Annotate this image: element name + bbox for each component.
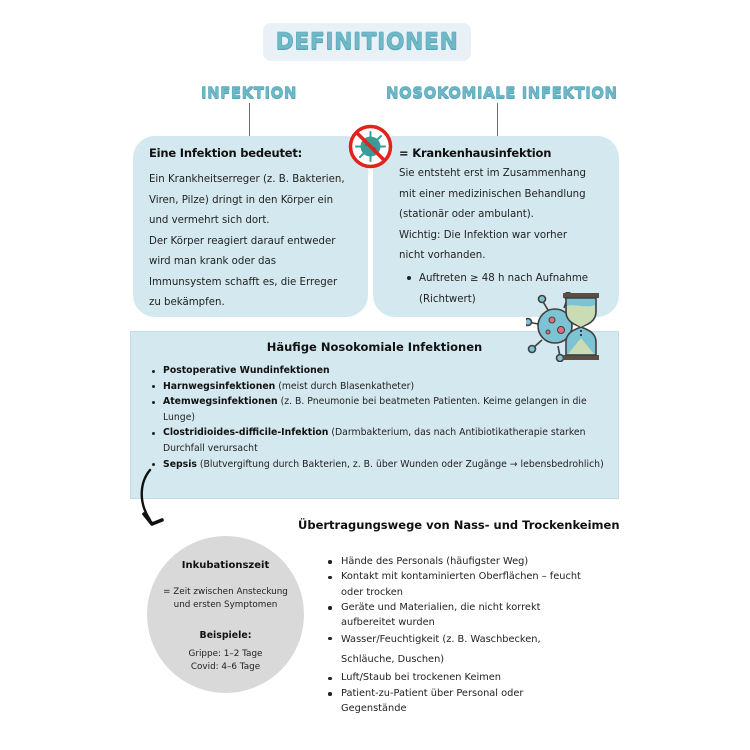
virus-hourglass-icon [526, 292, 618, 362]
incubation-period-circle [147, 536, 304, 693]
infection-card-text: Ein Krankheitserreger (z. B. Bakterien, Viren, Pilze) dringt in den Körper ein und vermehrt sich dort. Der Körper reagiert darauf entweder wird man krank oder das Immunsystem schafft es, die Erreger zu bekämpfen. [149, 174, 345, 308]
infection-definition-card [133, 136, 368, 317]
heading-infektion: INFEKTION [201, 84, 297, 102]
list-item: Atemwegsinfektionen (z. B. Pneumonie bei beatmeten Patienten. Keime gelangen in die Lunge) [151, 394, 606, 425]
list-item: Hände des Personals (häufigster Weg) [327, 554, 582, 569]
curved-arrow-icon [136, 468, 166, 532]
list-item: Postoperative Wundinfektionen [151, 363, 606, 379]
list-item: Harnwegsinfektionen (meist durch Blasenkatheter) [151, 379, 606, 395]
connector-line-right [497, 103, 498, 136]
common-infections-heading: Häufige Nosokomiale Infektionen [266, 340, 483, 354]
page-title: DEFINITIONEN [275, 29, 459, 55]
list-item: Geräte und Materialien, die nicht korrekt aufbereitet wurden [327, 600, 582, 631]
common-infections-list [151, 363, 606, 472]
transmission-heading: Übertragungswege von Nass- und Trockenkeimen [298, 518, 620, 532]
list-item: Patient-zu-Patient über Personal oder Gegenstände [327, 686, 582, 717]
list-item: Luft/Staub bei trockenen Keimen [327, 670, 582, 685]
list-item: Auftreten ≥ 48 h nach Aufnahme (Richtwert) [403, 269, 588, 310]
connector-line-left [249, 103, 250, 136]
heading-nosokomiale-infektion: NOSOKOMIALE INFEKTION [386, 84, 618, 102]
nosocomial-definition-card [373, 136, 619, 317]
title-banner [263, 23, 471, 61]
no-virus-icon [347, 123, 394, 170]
examples-label: Beispiele: [199, 630, 252, 641]
nosocomial-card-text: Sie entsteht erst im Zusammenhang mit einer medizinischen Behandlung (stationär oder ambulant). Wichtig: Die Infektion war vorher nicht vorhanden. [399, 168, 586, 261]
list-item: Clostridioides-difficile-Infektion (Darmbakterium, das nach Antibiotikatherapie starken Durchfall verursacht [151, 425, 606, 456]
list-item: Wasser/Feuchtigkeit (z. B. Waschbecken, Schläuche, Duschen) [327, 630, 582, 670]
infection-card-heading: Eine Infektion bedeutet: [149, 146, 303, 160]
incubation-examples: Grippe: 1–2 Tage Covid: 4–6 Tage [188, 649, 263, 672]
incubation-title: Inkubationszeit [181, 560, 270, 571]
list-item: Sepsis (Blutvergiftung durch Bakterien, z. B. über Wunden oder Zugänge → lebensbedrohlich) [151, 457, 606, 473]
incubation-definition: = Zeit zwischen Ansteckung und ersten Symptomen [163, 587, 288, 610]
list-item: Kontakt mit kontaminierten Oberflächen – feucht oder trocken [327, 569, 582, 600]
transmission-list [327, 554, 582, 716]
nosocomial-card-heading: = Krankenhausinfektion [399, 146, 552, 160]
